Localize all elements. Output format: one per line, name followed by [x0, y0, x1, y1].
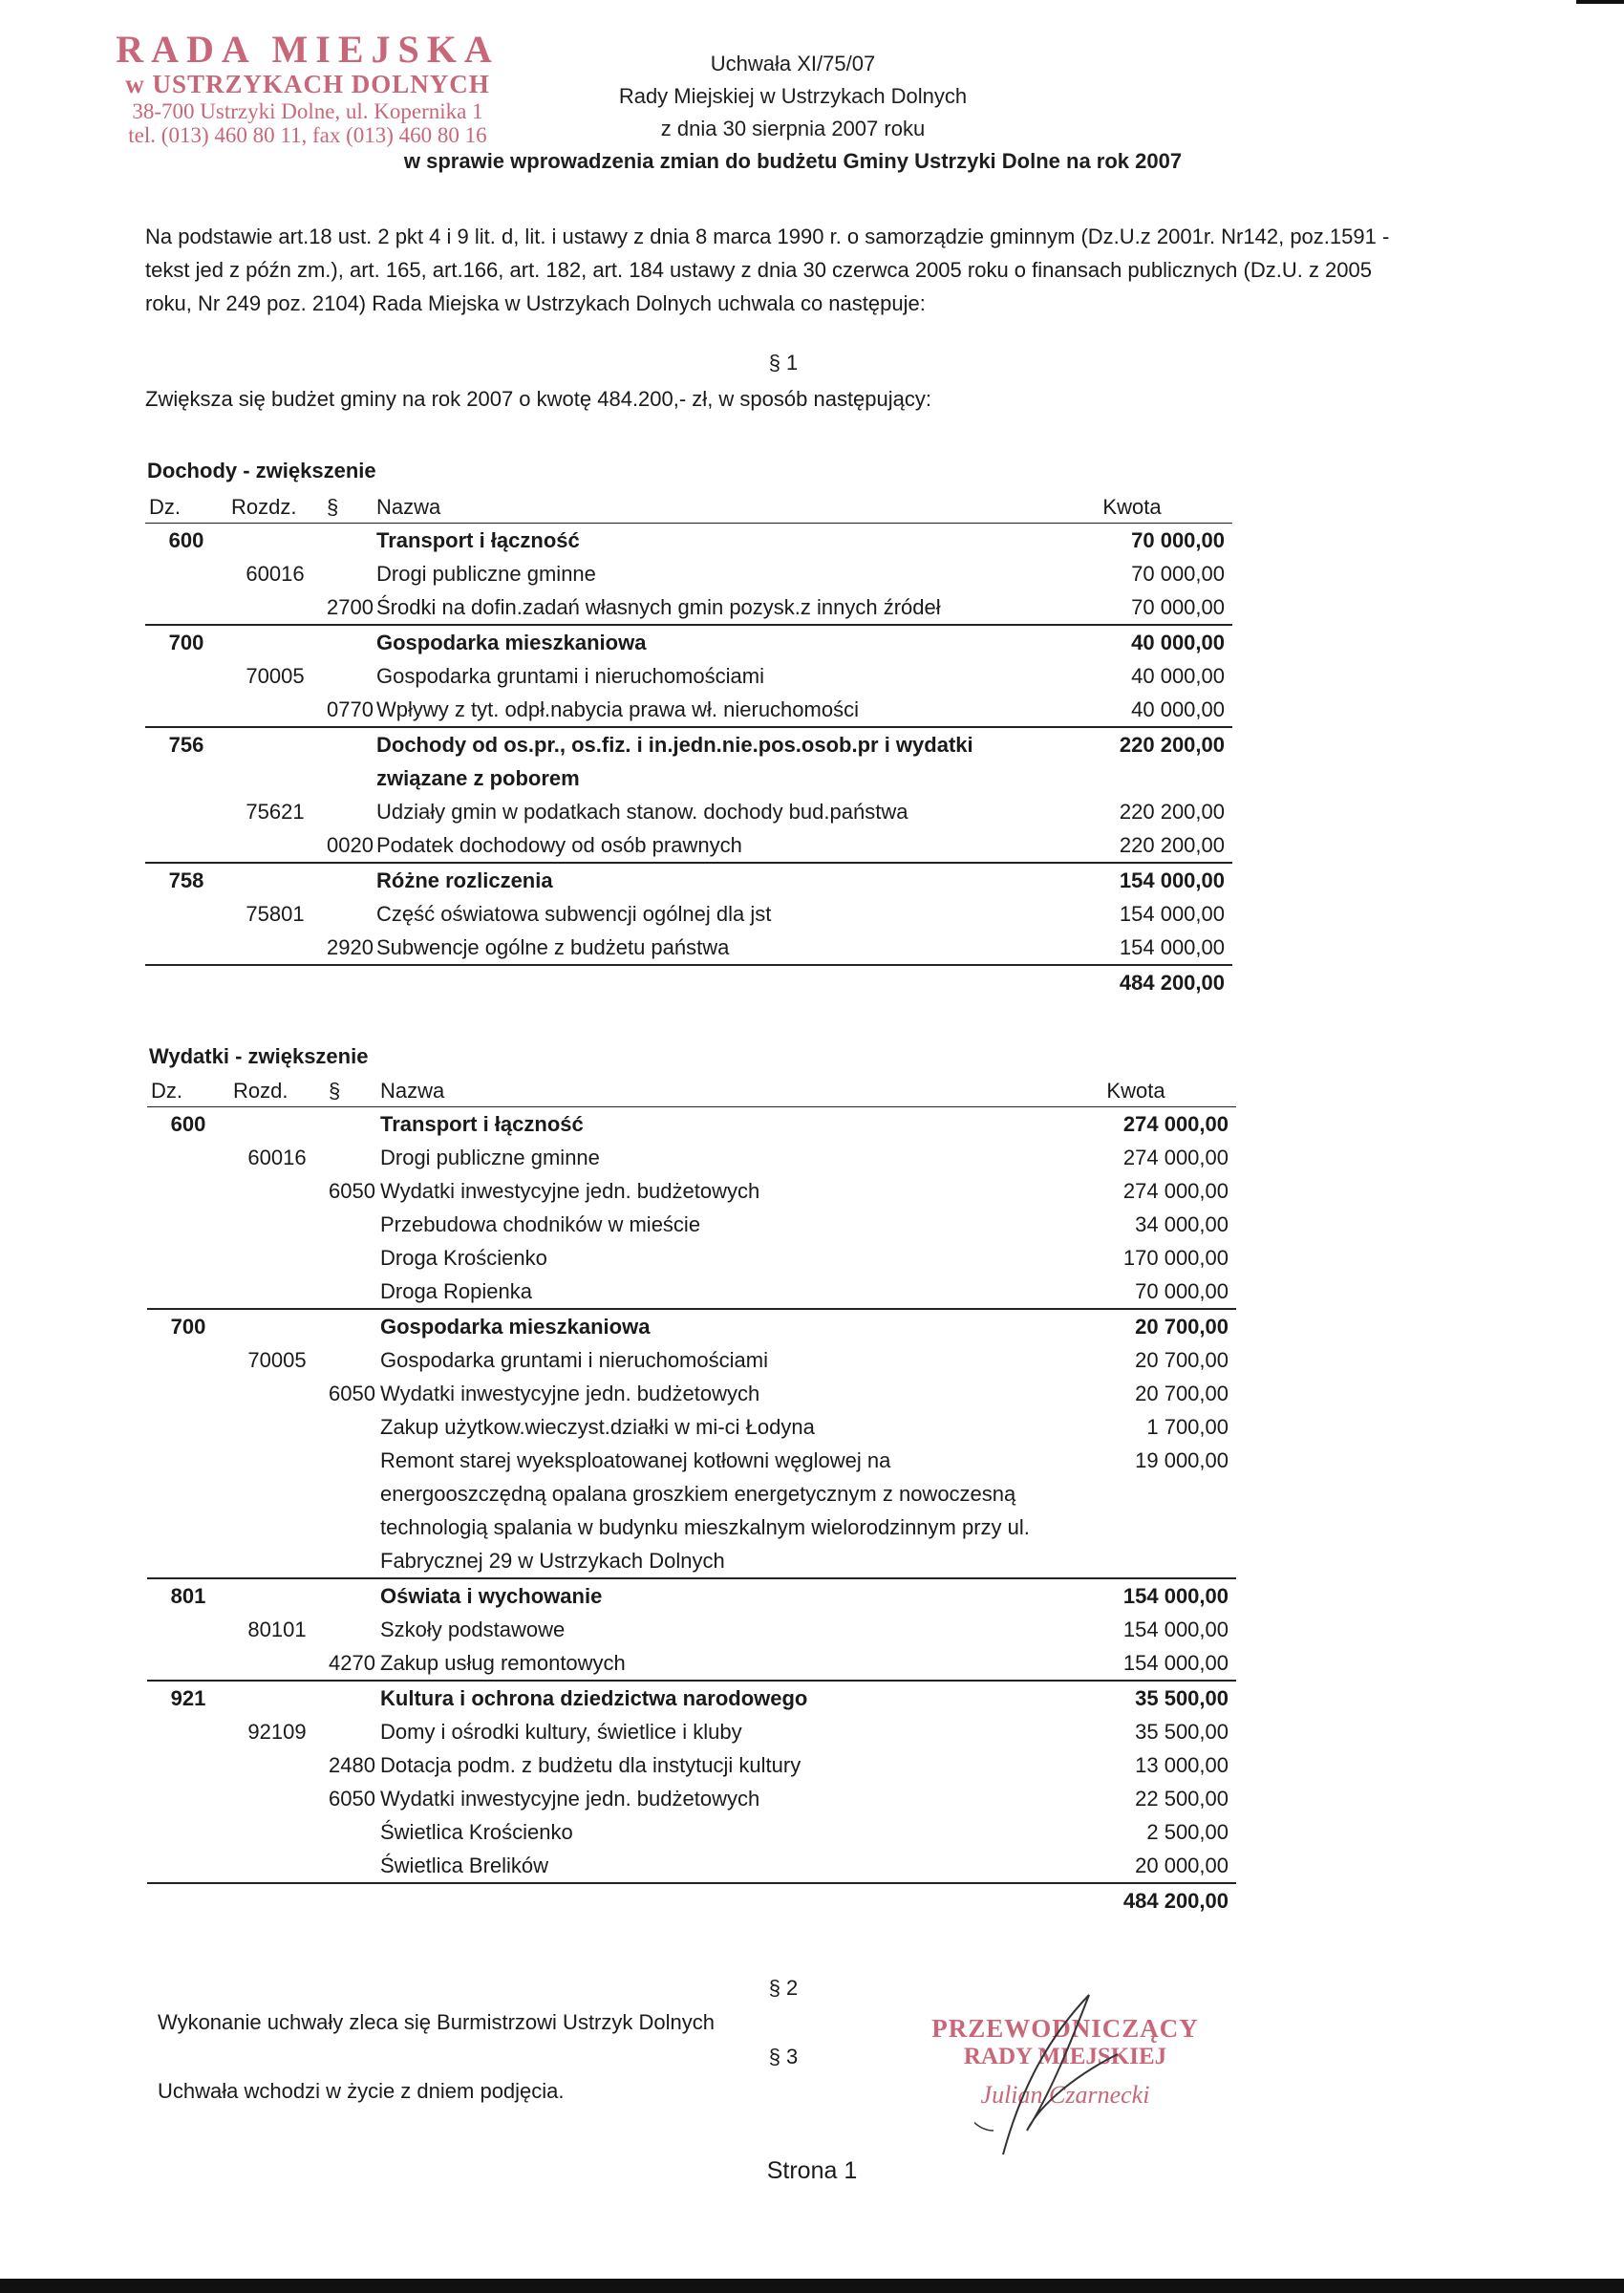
cell-dzial [147, 1410, 229, 1444]
cell-kwota: 34 000,00 [1135, 1212, 1229, 1236]
cell-paragraph [323, 625, 373, 659]
table-row [147, 1849, 1236, 1883]
cell-nazwa: Drogi publiczne gminne [376, 562, 596, 586]
cell-kwota: 22 500,00 [1135, 1787, 1229, 1811]
cell-rozdzial: 75801 [246, 902, 305, 926]
cell-paragraph [325, 1343, 376, 1377]
cell-dzial [147, 1241, 229, 1275]
section-row [145, 524, 1232, 558]
cell-paragraph [325, 1410, 376, 1444]
cell-dzial [147, 1613, 229, 1646]
cell-paragraph [325, 1815, 376, 1849]
cell-kwota: 220 200,00 [1119, 800, 1225, 824]
cell-nazwa: Dotacja podm. z budżetu dla instytucji kultury [380, 1753, 801, 1777]
cell-rozdzial [229, 1377, 325, 1410]
cell-rozdzial [229, 1815, 325, 1849]
cell-nazwa: Droga Ropienka [380, 1279, 532, 1303]
resolution-subject: w sprawie wprowadzenia zmian do budżetu Gminy Ustrzyki Dolne na rok 2007 [403, 149, 1183, 173]
cell-rozdzial [229, 1309, 325, 1343]
cell-dzial [145, 795, 227, 828]
col-header-rozd: Rozd. [229, 1076, 325, 1107]
cell-paragraph: 6050 [329, 1382, 375, 1405]
cell-dzial [147, 1782, 229, 1815]
cell-dzial: 801 [147, 1578, 229, 1613]
cell-kwota: 274 000,00 [1122, 1112, 1229, 1136]
cell-nazwa: Zakup użytkow.wieczyst.działki w mi-ci Łodyna [380, 1415, 815, 1439]
cell-kwota: 220 200,00 [1032, 727, 1232, 795]
cell-rozdzial [229, 1782, 325, 1815]
cell-kwota: 154 000,00 [1122, 1651, 1229, 1675]
cell-paragraph [323, 795, 373, 828]
section-row [145, 727, 1232, 795]
cell-rozdzial [229, 1410, 325, 1444]
cell-dzial [147, 1208, 229, 1241]
cell-kwota: 70 000,00 [1131, 595, 1225, 619]
scan-edge-bottom [0, 2279, 1624, 2293]
cell-nazwa: Kultura i ochrona dziedzictwa narodowego [376, 1681, 1036, 1715]
cell-dzial [145, 557, 227, 590]
cell-paragraph [325, 1715, 376, 1748]
cell-paragraph [325, 1849, 376, 1883]
cell-paragraph: 6050 [329, 1179, 375, 1203]
cell-nazwa: Transport i łączność [376, 528, 580, 552]
table-row [147, 1444, 1236, 1578]
cell-kwota: 20 700,00 [1135, 1382, 1229, 1405]
cell-rozdzial [229, 1883, 325, 1918]
cell-dzial [145, 659, 227, 693]
total-row [147, 1883, 1236, 1918]
cell-dzial [147, 1444, 229, 1578]
cell-paragraph [325, 1613, 376, 1646]
paragraph-2-text: Wykonanie uchwały zleca się Burmistrzowi Ustrzyk Dolnych [158, 2010, 715, 2034]
cell-nazwa: Droga Krościenko [380, 1246, 547, 1270]
cell-rozdzial [227, 693, 323, 727]
table-row [147, 1141, 1236, 1174]
cell-paragraph [323, 727, 373, 795]
table-row [147, 1377, 1236, 1410]
stamp-line-3: 38-700 Ustrzyki Dolne, ul. Kopernika 1 [132, 98, 483, 123]
cell-paragraph: 2920 [327, 935, 374, 959]
cell-dzial: 921 [147, 1681, 229, 1715]
cell-paragraph [325, 1241, 376, 1275]
cell-kwota: 13 000,00 [1135, 1753, 1229, 1777]
cell-paragraph [323, 524, 373, 558]
cell-paragraph [325, 1275, 376, 1309]
expense-section-title: Wydatki - zwiększenie [149, 1044, 369, 1068]
cell-kwota: 170 000,00 [1122, 1246, 1229, 1270]
table-row [145, 693, 1232, 727]
cell-rozdzial: 75621 [246, 800, 305, 824]
cell-dzial [147, 1174, 229, 1208]
resolution-issuer: Rady Miejskiej w Ustrzykach Dolnych [618, 84, 968, 108]
cell-nazwa: Świetlica Brelików [380, 1854, 549, 1877]
cell-rozdzial [227, 965, 323, 999]
cell-dzial [145, 828, 227, 863]
cell-nazwa: Podatek dochodowy od osób prawnych [376, 833, 742, 857]
cell-kwota: 274 000,00 [1122, 1146, 1229, 1169]
cell-nazwa: Świetlica Krościenko [380, 1820, 573, 1844]
table-row [147, 1174, 1236, 1208]
cell-rozdzial [229, 1849, 325, 1883]
cell-dzial [147, 1343, 229, 1377]
cell-nazwa: Gospodarka gruntami i nieruchomościami [376, 664, 764, 688]
table-row [147, 1241, 1236, 1275]
cell-nazwa: Różne rozliczenia [373, 863, 1032, 897]
cell-nazwa: Zakup usług remontowych [380, 1651, 626, 1675]
cell-dzial: 600 [170, 1112, 206, 1136]
table-row [145, 659, 1232, 693]
income-table [145, 492, 1232, 999]
cell-kwota: 154 000,00 [1119, 902, 1225, 926]
handwritten-signature-icon [974, 1987, 1127, 2159]
cell-rozdzial: 80101 [247, 1618, 307, 1641]
cell-kwota: 20 700,00 [1135, 1348, 1229, 1372]
paragraph-3-text: Uchwała wchodzi w życie z dniem podjęcia. [158, 2079, 565, 2103]
cell-dzial: 700 [145, 625, 227, 659]
cell-nazwa: Szkoły podstawowe [380, 1618, 566, 1641]
cell-dzial [147, 1141, 229, 1174]
cell-dzial [145, 693, 227, 727]
cell-rozdzial: 60016 [247, 1146, 307, 1169]
col-header-nazwa: Nazwa [376, 1076, 1036, 1107]
cell-nazwa: Część oświatowa subwencji ogólnej dla jst [376, 902, 772, 926]
cell-rozdzial [227, 828, 323, 863]
cell-kwota: 35 500,00 [1135, 1720, 1229, 1744]
table-row [147, 1748, 1236, 1782]
paragraph-1-sign: § 1 [768, 351, 799, 375]
resolution-date: z dnia 30 sierpnia 2007 roku [660, 117, 926, 140]
cell-kwota: 20 700,00 [1036, 1309, 1236, 1343]
cell-paragraph: 0020 [327, 833, 374, 857]
cell-kwota: 40 000,00 [1131, 697, 1225, 721]
table-row [145, 590, 1232, 625]
cell-dzial [147, 1275, 229, 1309]
page-number: Strona 1 [766, 2157, 858, 2184]
cell-kwota: 484 200,00 [1032, 965, 1232, 999]
table-row [145, 557, 1232, 590]
table-row [147, 1208, 1236, 1241]
cell-kwota: 154 000,00 [1122, 1618, 1229, 1641]
cell-rozdzial [227, 590, 323, 625]
col-header-kwota: Kwota [1032, 492, 1232, 524]
cell-rozdzial [229, 1275, 325, 1309]
table-row [145, 795, 1232, 828]
cell-dzial [145, 897, 227, 931]
section-row [147, 1681, 1236, 1715]
section-row [147, 1309, 1236, 1343]
cell-dzial: 600 [168, 528, 204, 552]
cell-kwota: 19 000,00 [1135, 1448, 1229, 1472]
table-row [145, 828, 1232, 863]
col-header-dz: Dz. [147, 1076, 229, 1107]
cell-paragraph [325, 1309, 376, 1343]
col-header-kwota: Kwota [1036, 1076, 1236, 1107]
cell-kwota: 40 000,00 [1032, 625, 1232, 659]
section-row [145, 625, 1232, 659]
scan-edge-top [1576, 0, 1624, 4]
cell-kwota: 40 000,00 [1131, 664, 1225, 688]
cell-kwota: 1 700,00 [1146, 1415, 1229, 1439]
signature-body: RADY MIEJSKIEJ [963, 2044, 1167, 2069]
cell-paragraph [325, 1578, 376, 1613]
col-header-dz: Dz. [145, 492, 227, 524]
cell-kwota: 20 000,00 [1135, 1854, 1229, 1877]
cell-kwota: 70 000,00 [1135, 1279, 1229, 1303]
cell-dzial [147, 1715, 229, 1748]
income-section-title: Dochody - zwiększenie [147, 459, 376, 482]
cell-rozdzial: 70005 [246, 664, 305, 688]
cell-dzial: 756 [145, 727, 227, 795]
table-row [147, 1613, 1236, 1646]
cell-rozdzial: 60016 [246, 562, 305, 586]
cell-kwota: 70 000,00 [1131, 528, 1225, 552]
cell-nazwa: Gospodarka gruntami i nieruchomościami [380, 1348, 768, 1372]
cell-rozdzial [227, 625, 323, 659]
cell-nazwa [373, 965, 1032, 999]
signature-title: PRZEWODNICZĄCY [931, 2014, 1199, 2043]
stamp-line-4: tel. (013) 460 80 11, fax (013) 460 80 16 [128, 122, 487, 147]
table-row [147, 1782, 1236, 1815]
resolution-header [363, 48, 1223, 178]
table-row [147, 1343, 1236, 1377]
cell-dzial [145, 931, 227, 965]
cell-rozdzial: 92109 [247, 1720, 307, 1744]
cell-paragraph [325, 1107, 376, 1142]
cell-kwota: 35 500,00 [1036, 1681, 1236, 1715]
cell-nazwa: Wydatki inwestycyjne jedn. budżetowych [380, 1179, 760, 1203]
cell-nazwa: Gospodarka mieszkaniowa [373, 625, 1032, 659]
cell-kwota: 154 000,00 [1036, 1578, 1236, 1613]
cell-dzial [145, 965, 227, 999]
paragraph-3-sign: § 3 [768, 2045, 799, 2068]
stamp-line-2: w USTRZYKACH DOLNYCH [125, 70, 490, 98]
col-header-paragraph: § [323, 492, 373, 524]
cell-rozdzial [229, 1578, 325, 1613]
table-row [147, 1275, 1236, 1309]
cell-kwota: 484 200,00 [1036, 1883, 1236, 1918]
table-row [147, 1410, 1236, 1444]
section-row [147, 1107, 1236, 1142]
expense-table [147, 1076, 1236, 1918]
cell-paragraph [325, 1141, 376, 1174]
cell-nazwa: Wydatki inwestycyjne jedn. budżetowych [380, 1787, 760, 1811]
cell-kwota: 274 000,00 [1122, 1179, 1229, 1203]
cell-nazwa: Wpływy z tyt. odpł.nabycia prawa wł. nieruchomości [376, 697, 859, 721]
table-row [147, 1815, 1236, 1849]
cell-dzial [147, 1748, 229, 1782]
cell-nazwa: Udziały gmin w podatkach stanow. dochody bud.państwa [376, 800, 908, 824]
cell-nazwa: Transport i łączność [380, 1112, 584, 1136]
cell-dzial [147, 1815, 229, 1849]
cell-rozdzial [227, 524, 323, 558]
cell-rozdzial [229, 1107, 325, 1142]
cell-nazwa: Domy i ośrodki kultury, świetlice i kluby [380, 1720, 742, 1744]
legal-basis: Na podstawie art.18 ust. 2 pkt 4 i 9 lit. d, lit. i ustawy z dnia 8 marca 1990 r. o samorządzie gminnym (Dz.U.z 2001r. Nr142, poz.1591 - tekst jed z późn zm.), art. 165, art.166, art. 182, art. 184 ustawy z dnia 30 czerwca 2005 roku o finansach publicznych (Dz.U. z 2005 roku, Nr 249 poz. 2104) Rada Miejska w Ustrzykach Dolnych uchwala co następuje: [145, 225, 1390, 315]
cell-dzial [147, 1883, 229, 1918]
cell-kwota: 154 000,00 [1032, 863, 1232, 897]
cell-paragraph [323, 557, 373, 590]
section-row [145, 863, 1232, 897]
cell-nazwa: Oświata i wychowanie [376, 1578, 1036, 1613]
cell-dzial [147, 1377, 229, 1410]
cell-paragraph: 6050 [329, 1787, 375, 1811]
table-row [145, 931, 1232, 965]
expense-header-row [147, 1076, 1236, 1107]
cell-paragraph [325, 1883, 376, 1918]
cell-paragraph: 2700 [327, 595, 374, 619]
cell-rozdzial [229, 1681, 325, 1715]
cell-rozdzial [229, 1646, 325, 1681]
cell-nazwa: Przebudowa chodników w mieście [380, 1212, 701, 1236]
cell-rozdzial [227, 863, 323, 897]
cell-dzial [147, 1849, 229, 1883]
resolution-number: Uchwała XI/75/07 [710, 52, 876, 75]
paragraph-2-sign: § 2 [768, 1976, 799, 2000]
table-row [147, 1715, 1236, 1748]
cell-nazwa: Drogi publiczne gminne [380, 1146, 600, 1169]
cell-rozdzial [227, 727, 323, 795]
cell-paragraph: 4270 [329, 1651, 375, 1675]
cell-rozdzial [229, 1241, 325, 1275]
col-header-paragraph: § [325, 1076, 376, 1107]
cell-dzial [147, 1646, 229, 1681]
cell-kwota: 70 000,00 [1131, 562, 1225, 586]
cell-kwota: 154 000,00 [1119, 935, 1225, 959]
col-header-nazwa: Nazwa [373, 492, 1032, 524]
cell-dzial: 700 [147, 1309, 229, 1343]
cell-paragraph: 2480 [329, 1753, 375, 1777]
stamp-line-1: RADA MIEJSKA [116, 28, 500, 71]
cell-kwota: 2 500,00 [1146, 1820, 1229, 1844]
cell-nazwa: Gospodarka mieszkaniowa [376, 1309, 1036, 1343]
cell-nazwa [376, 1883, 1036, 1918]
cell-paragraph [323, 897, 373, 931]
cell-dzial: 758 [145, 863, 227, 897]
income-header-row [145, 492, 1232, 524]
cell-rozdzial [229, 1748, 325, 1782]
cell-nazwa: Wydatki inwestycyjne jedn. budżetowych [380, 1382, 760, 1405]
cell-paragraph [325, 1681, 376, 1715]
table-row [147, 1646, 1236, 1681]
cell-nazwa: Środki na dofin.zadań własnych gmin pozysk.z innych źródeł [376, 595, 941, 619]
cell-nazwa: Remont starej wyeksploatowanej kotłowni węglowej na energooszczędną opalana groszkiem energetycznym z nowoczesną technologią spalania w budynku mieszkalnym wielorodzinnym przy ul. Fabrycznej 29 w Ustrzykach Dolnych [380, 1448, 1030, 1573]
cell-paragraph [325, 1208, 376, 1241]
cell-paragraph [323, 863, 373, 897]
cell-rozdzial [229, 1208, 325, 1241]
cell-rozdzial [229, 1444, 325, 1578]
total-row [145, 965, 1232, 999]
signature-name: Julian Czarnecki [980, 2081, 1150, 2109]
cell-nazwa: Subwencje ogólne z budżetu państwa [376, 935, 730, 959]
col-header-rozdz: Rozdz. [227, 492, 323, 524]
cell-paragraph [325, 1444, 376, 1578]
cell-rozdzial: 70005 [247, 1348, 307, 1372]
cell-dzial [145, 590, 227, 625]
cell-rozdzial [229, 1174, 325, 1208]
cell-nazwa: Dochody od os.pr., os.fiz. i in.jedn.nie.pos.osob.pr i wydatki związane z poborem [373, 727, 1032, 795]
cell-kwota: 220 200,00 [1119, 833, 1225, 857]
cell-rozdzial [227, 931, 323, 965]
table-row [145, 897, 1232, 931]
cell-paragraph: 0770 [327, 697, 374, 721]
cell-paragraph [323, 965, 373, 999]
section-row [147, 1578, 1236, 1613]
budget-increase-lead: Zwiększa się budżet gminy na rok 2007 o kwotę 484.200,- zł, w sposób następujący: [145, 387, 932, 411]
cell-paragraph [323, 659, 373, 693]
